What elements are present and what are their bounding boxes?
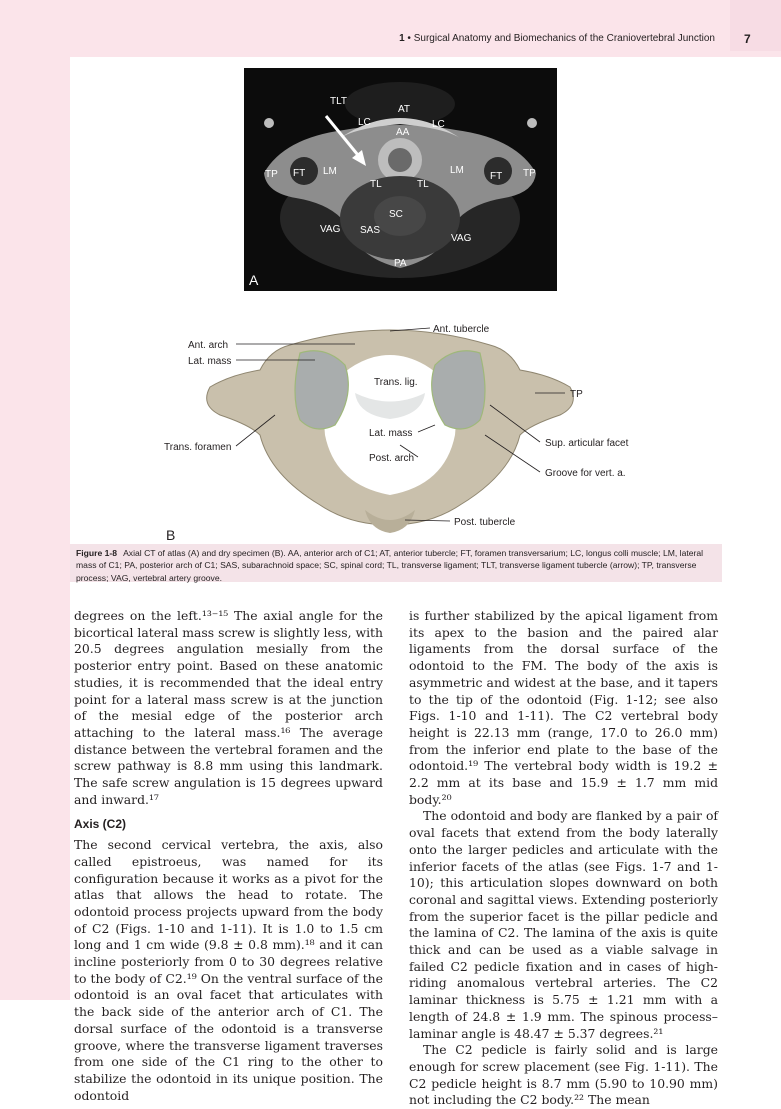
ct-label-lc-right: LC xyxy=(432,119,445,130)
label-lat-mass-top: Lat. mass xyxy=(188,356,232,367)
bullet: • xyxy=(407,33,411,44)
ct-label-ft-left: FT xyxy=(293,168,306,179)
column-right xyxy=(409,608,718,1109)
label-tp: TP xyxy=(570,389,583,400)
label-lat-mass-inner: Lat. mass xyxy=(369,428,413,439)
panel-label-a: A xyxy=(249,272,259,288)
paragraph: The C2 pedicle is fairly solid and is large enough for screw placement (see Fig. 1-11). The C2 pedicle height is 8.7 mm (5.90 to 10.90 mm) not including the C2 body.²² The mean xyxy=(409,1042,718,1108)
ct-label-pa: PA xyxy=(394,258,407,269)
running-head xyxy=(399,33,715,44)
ct-label-at: AT xyxy=(398,104,411,115)
label-trans-lig: Trans. lig. xyxy=(374,377,418,388)
page-number: 7 xyxy=(744,32,751,46)
chapter-title: Surgical Anatomy and Biomechanics of the Craniovertebral Junction xyxy=(413,33,715,44)
label-post-arch: Post. arch xyxy=(369,453,415,464)
dry-specimen-illustration xyxy=(140,315,640,540)
ct-image xyxy=(244,68,557,291)
label-trans-foramen: Trans. foramen xyxy=(164,442,232,453)
paragraph: The odontoid and body are flanked by a pair of oval facets that extend from the body laterally onto the larger pedicles and articulate with the inferior facets of the atlas (see Figs. 1-7 and 1-10); this articulation slopes downward on both coronal and sagittal views. Extending posteriorly from the superior facet is the pillar pedicle and the lamina of C2. The lamina of the axis is quite thick and can be used as a viable salvage in failed C2 pedicle fixation and in cases of high-riding anomalous vertebral arteries. The C2 laminar thickness is 5.75 ± 1.21 mm with a length of 24.8 ± 1.9 mm. The spinous process–laminar angle is 48.47 ± 5.37 degrees.²¹ xyxy=(409,808,718,1041)
ct-label-aa: AA xyxy=(396,127,410,138)
label-ant-arch: Ant. arch xyxy=(188,340,229,351)
ct-label-sas: SAS xyxy=(360,225,381,236)
ct-label-tl-right: TL xyxy=(417,179,429,190)
caption-text: Axial CT of atlas (A) and dry specimen (B). AA, anterior arch of C1; AT, anterior tubercle; FT, foramen transversarium; LC, longus colli muscle; LM, lateral mass of C1; PA, posterior arch of C1; SAS, subarachnoid space; SC, spinal cord; TL, transverse ligament; TLT, transverse ligament tubercle (arrow); TP, transverse process; VAG, vertebral artery groove. xyxy=(76,548,704,583)
label-sup-articular-facet: Sup. articular facet xyxy=(545,438,629,449)
ct-label-lc-left: LC xyxy=(358,117,371,128)
ct-label-tlt: TLT xyxy=(330,96,348,107)
ct-label-tp-right: TP xyxy=(523,168,536,179)
caption-label: Figure 1-8 xyxy=(76,548,118,558)
ct-label-tp-left: TP xyxy=(265,169,278,180)
paragraph: is further stabilized by the apical ligament from its apex to the basion and the paired alar ligaments from the dorsal surface of the odontoid to the FM. The body of the axis is asymmetric and widest at the base, and it tapers to the tip of the odontoid (Fig. 1-12; see also Figs. 1-10 and 1-11). The C2 vertebral body height is 22.13 mm (range, 17.0 to 26.0 mm) from the inferior end plate to the base of the odontoid.¹⁹ The vertebral body width is 19.2 ± 2.2 mm at its base and 15.9 ± 1.7 mm mid body.²⁰ xyxy=(409,608,718,807)
ct-label-lm-left: LM xyxy=(323,166,337,177)
ct-label-tl-left: TL xyxy=(370,179,382,190)
figure-caption xyxy=(70,544,722,582)
label-ant-tubercle: Ant. tubercle xyxy=(433,324,490,335)
paragraph: degrees on the left.¹³⁻¹⁵ The axial angle for the bicortical lateral mass screw is slightly less, with 20.5 degrees angulation mesially from the posterior entry point. Based on these anatomic studies, it is recommended that the ideal entry point for a lateral mass screw is at the junction of the mesial edge of the posterior arch attaching to the lateral mass.¹⁶ The average distance between the vertebral foramen and the screw pathway is 8.8 mm using this landmark. The safe screw angulation is 15 degrees upward and inward.¹⁷ xyxy=(74,608,383,807)
chapter-number: 1 xyxy=(399,33,405,44)
ct-label-vag-right: VAG xyxy=(451,233,472,244)
ct-label-ft-right: FT xyxy=(490,171,503,182)
ct-label-vag-left: VAG xyxy=(320,224,341,235)
label-groove: Groove for vert. a. xyxy=(545,468,626,479)
ct-label-lm-right: LM xyxy=(450,165,464,176)
section-heading: Axis (C2) xyxy=(74,817,127,832)
column-left xyxy=(74,608,383,1104)
ct-label-sc: SC xyxy=(389,209,403,220)
margin-band xyxy=(0,57,70,1000)
panel-label-b: B xyxy=(166,527,176,543)
paragraph: The second cervical vertebra, the axis, also called epistroeus, was named for its configuration because it works as a pivot for the atlas that allows the head to rotate. The odontoid process projects upward from the body of C2 (Figs. 1-10 and 1-11). It is 1.0 to 1.5 cm long and 1 cm wide (9.8 ± 0.8 mm).¹⁸ and it can incline posteriorly from 0 to 30 degrees relative to the body of C2.¹⁹ On the ventral surface of the odontoid is an oval facet that articulates with the back side of the anterior arch of C1. The dorsal surface of the odontoid is a transverse groove, where the transverse ligament traverses from one side of the C1 ring to the other to stabilize the odontoid in its unique position. The odontoid xyxy=(74,837,383,1103)
page-number-box xyxy=(730,0,781,51)
label-post-tubercle: Post. tubercle xyxy=(454,517,516,528)
